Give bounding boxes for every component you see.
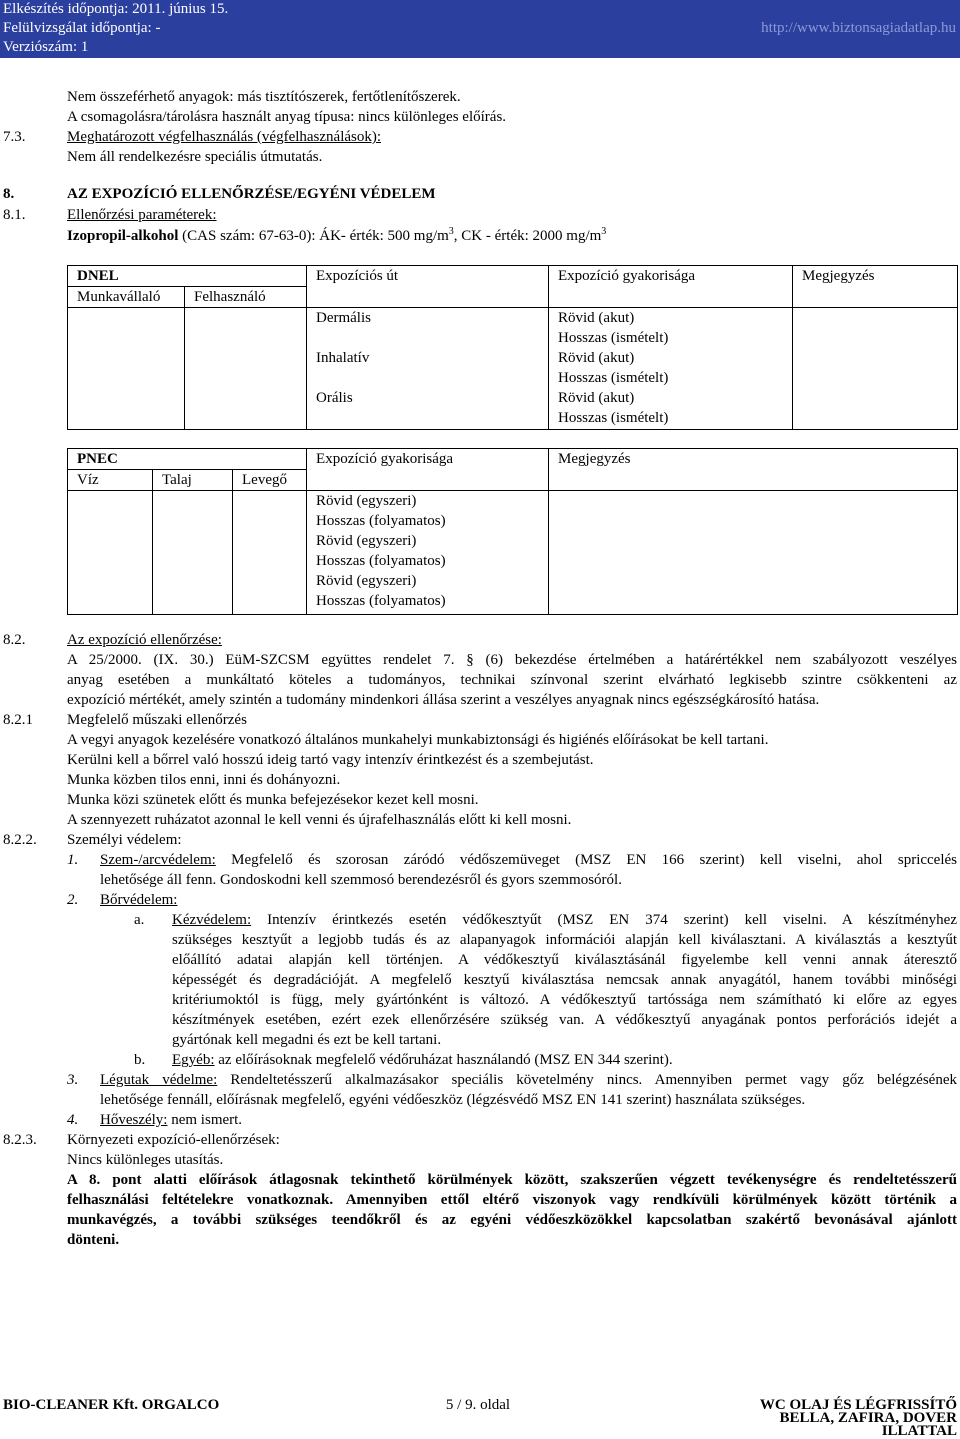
regulation-text-line: anyag esetében a munkáltató köteles a tudományos, technikai színvonal szerint elvárható legkisebb szintre csökkenteni az — [67, 672, 957, 688]
footer-company: BIO-CLEANER Kft. ORGALCO — [3, 1397, 220, 1413]
exposure-route-cell: Dermális — [307, 308, 549, 349]
col-exposure-route: Expozíciós út — [307, 266, 549, 308]
footer-product-line: ILLATTAL — [881, 1423, 957, 1439]
list-item — [0, 890, 960, 910]
pnec-table — [67, 448, 958, 615]
sub-list-letter: a. — [134, 912, 145, 928]
note-line: dönteni. — [67, 1232, 120, 1248]
hand-protection-line: szükséges kesztyűt a legjobb tudás és az alapanyagok információi alapján kell kiválasztani. A kiválasztás a kesztyűt — [172, 932, 957, 948]
frequency-cell — [549, 308, 793, 349]
section-heading — [67, 630, 957, 650]
respiratory-protection-line: lehetősége fennáll, előírásnak megfelelő, egyéni védőeszköz (légzésvédő MSZ EN 141 szerint) használata szükséges. — [100, 1092, 806, 1108]
text-row — [0, 810, 960, 830]
list-number: 3. — [67, 1072, 79, 1088]
list-label: Légutak védelme: — [100, 1072, 218, 1088]
section-number: 8.1. — [3, 207, 26, 223]
section-8-2-block — [0, 630, 960, 1250]
section-title-row — [0, 184, 960, 205]
air-value-cell — [233, 491, 307, 532]
list-text: nem ismert. — [167, 1112, 243, 1128]
eye-protection-line: lehetősége áll fenn. Gondoskodni kell szemmosó berendezésről és gyors szemmosóról. — [100, 872, 622, 888]
frequency-short: Rövid (egyszeri) — [316, 573, 417, 589]
list-item — [0, 1070, 960, 1090]
dnel-table — [67, 265, 958, 430]
list-text: Intenzív érintkezés esetén védőkesztyűt (MSZ EN 374 szerint) kell viselni. A készítményhez — [251, 912, 957, 928]
revision-date: Felülvizsgálat időpontja: - — [3, 20, 161, 36]
section-number: 8.2.2. — [3, 832, 37, 848]
technical-control-line: A vegyi anyagok kezelésére vonatkozó általános munkahelyi munkabiztonsági és higiénés előírásokat be kell tartani. — [67, 732, 769, 748]
skin-protection-heading — [100, 890, 957, 910]
text-row — [0, 87, 960, 107]
footer-product — [760, 1399, 957, 1438]
section-heading-text: Ellenőrzési paraméterek: — [67, 207, 217, 223]
note-line: A 8. pont alatti előírások átlagosnak tekinthető körülmények között, szakszerűen végzett tevékenységre és rendeltetésszerű — [67, 1172, 957, 1188]
col-remark: Megjegyzés — [793, 266, 958, 308]
section-8-block — [0, 184, 960, 247]
respiratory-protection-line — [100, 1070, 957, 1090]
text-row — [0, 1230, 960, 1250]
sub-col-soil: Talaj — [153, 470, 233, 491]
incompatible-materials-text: Nem összeférhető anyagok: más tisztítószerek, fertőtlenítőszerek. — [67, 89, 461, 105]
section-heading: Környezeti expozíció-ellenőrzések: — [67, 1132, 280, 1148]
text-row — [0, 870, 960, 890]
consumer-value-cell — [185, 348, 307, 388]
text-row — [0, 750, 960, 770]
worker-value-cell — [68, 388, 185, 429]
header-band — [0, 0, 960, 58]
list-number: 1. — [67, 852, 79, 868]
sub-list-letter: b. — [134, 1052, 146, 1068]
text-row — [0, 950, 960, 970]
section-heading-row — [0, 205, 960, 226]
list-text: Megfelelő és szorosan záródó védőszemüveget (MSZ EN 166 szerint) kell viselni, ahol spriccelés — [215, 852, 957, 868]
text-row — [0, 990, 960, 1010]
note-line: felhasználási feltételekre vonatkoznak. Amennyiben ettől eltérő viszonyok vagy rendkívüli körülmények között történik a — [67, 1192, 957, 1208]
footer-page-number: 5 / 9. oldal — [445, 1397, 511, 1413]
text-row — [0, 790, 960, 810]
hand-protection-line: gyártónak kell megadni és ezt be kell tartani. — [172, 1032, 442, 1048]
list-number: 2. — [67, 892, 79, 908]
table-row — [68, 531, 958, 571]
remark-cell — [793, 308, 958, 349]
frequency-long: Hosszas (ismételt) — [558, 410, 669, 426]
col-exposure-frequency: Expozíció gyakorisága — [549, 266, 793, 308]
table-row — [68, 388, 958, 429]
frequency-long: Hosszas (folyamatos) — [316, 553, 446, 569]
text-row — [0, 690, 960, 710]
superscript: 3 — [448, 226, 454, 237]
text-row — [0, 770, 960, 790]
text-row — [0, 1150, 960, 1170]
section-heading-text: Az expozíció ellenőrzése: — [67, 632, 222, 648]
sub-col-worker: Munkavállaló — [68, 287, 185, 308]
list-text: Rendeltetésszerű alkalmazásakor speciális követelmény nincs. Amennyiben permet vagy gőz belégzésének — [217, 1072, 957, 1088]
text-row — [0, 970, 960, 990]
section-heading: Megfelelő műszaki ellenőrzés — [67, 712, 247, 728]
limit-text: , CK - érték: 2000 mg/m — [453, 228, 602, 244]
sub-col-water: Víz — [68, 470, 153, 491]
table-row — [68, 571, 958, 614]
text-row — [0, 730, 960, 750]
section-number: 7.3. — [3, 129, 26, 145]
pnec-title: PNEC — [68, 449, 307, 470]
other-protection-line — [172, 1050, 957, 1070]
frequency-long: Hosszas (folyamatos) — [316, 513, 446, 529]
col-remark: Megjegyzés — [549, 449, 958, 491]
section-number: 8.2.1 — [3, 712, 33, 728]
sub-list-item — [0, 1050, 960, 1070]
regulation-text-line: A 25/2000. (IX. 30.) EüM-SZCSM együttes rendelet 7. § (6) bekezdése értelmében a határértékkel nem szabályozott veszélyes — [67, 652, 957, 668]
list-item — [0, 850, 960, 870]
technical-control-line: Kerülni kell a bőrrel való hosszú ideig tartó vagy intenzív érintkezést és a szembejutást. — [67, 752, 594, 768]
section-heading — [67, 205, 957, 226]
section-heading-row — [0, 830, 960, 850]
water-value-cell — [68, 531, 153, 571]
section-number: 8.2. — [3, 632, 26, 648]
worker-value-cell — [68, 308, 185, 349]
hand-protection-line: készítmények esetében, ezért ezek ellenőrzésére szükség van. A védőkesztyű anyagának pontos perforációs idejét a — [172, 1012, 957, 1028]
soil-value-cell — [153, 531, 233, 571]
technical-control-line: A szennyezett ruházatot azonnal le kell venni és újrafelhasználás előtt ki kell mosni. — [67, 812, 572, 828]
text-row — [0, 1210, 960, 1230]
eye-protection-line — [100, 850, 957, 870]
list-number: 4. — [67, 1112, 79, 1128]
list-label: Egyéb: — [172, 1052, 215, 1068]
frequency-long: Hosszas (ismételt) — [558, 330, 669, 346]
list-label: Szem-/arcvédelem: — [100, 852, 216, 868]
frequency-cell — [307, 491, 549, 532]
worker-value-cell — [68, 348, 185, 388]
table-row — [68, 308, 958, 349]
section-7-block — [0, 87, 960, 167]
hand-protection-line: előállító adatai alapján kell történjen. A védőkesztyű kiválasztásánál figyelembe kell venni annak áteresztő — [172, 952, 957, 968]
text-row — [0, 650, 960, 670]
remark-cell — [793, 388, 958, 429]
frequency-cell — [307, 531, 549, 571]
hand-protection-line: képességét és degradációját. A megfelelő kesztyű kiválasztása nemcsak annak anyagától, hanem további minőségi — [172, 972, 957, 988]
sub-col-air: Levegő — [233, 470, 307, 491]
end-use-text: Nem áll rendelkezésre speciális útmutatás. — [67, 149, 323, 165]
soil-value-cell — [153, 571, 233, 614]
text-row — [0, 1170, 960, 1190]
exposure-limits-row — [0, 226, 960, 247]
section-heading: Személyi védelem: — [67, 832, 182, 848]
note-line: munkavégzés, a további szükséges teendőkről és az egyéni védőeszközökkel kapcsolatban szakértő bevonásával ajánlott — [67, 1212, 957, 1228]
superscript: 3 — [601, 226, 607, 237]
list-text: az előírásoknak megfelelő védőruházat használandó (MSZ EN 344 szerint). — [214, 1052, 673, 1068]
dnel-title: DNEL — [68, 266, 307, 287]
list-label: Bőrvédelem: — [100, 892, 178, 908]
text-row — [0, 930, 960, 950]
section-heading-row — [0, 127, 960, 147]
section-title: AZ EXPOZÍCIÓ ELLENŐRZÉSE/EGYÉNI VÉDELEM — [67, 186, 436, 202]
water-value-cell — [68, 571, 153, 614]
text-row — [0, 670, 960, 690]
frequency-cell — [549, 348, 793, 388]
remark-cell — [549, 571, 958, 614]
list-label: Hőveszély: — [100, 1112, 168, 1128]
hand-protection-line: kritériumoktól is függ, mely gyártónként is változó. A védőkesztyű tartóssága nem számítható ki előre az egyes — [172, 992, 957, 1008]
technical-control-line: Munka közi szünetek előtt és munka befejezésekor kezet kell mosni. — [67, 792, 479, 808]
text-row — [0, 1010, 960, 1030]
text-row — [0, 107, 960, 127]
substance-name: Izopropil-alkohol — [67, 228, 179, 244]
section-heading-row — [0, 1130, 960, 1150]
frequency-short: Rövid (egyszeri) — [316, 533, 417, 549]
frequency-cell — [549, 388, 793, 429]
remark-cell — [549, 491, 958, 532]
footer-product-line: BELLA, ZAFIRA, DOVER — [779, 1410, 957, 1426]
frequency-cell — [307, 571, 549, 614]
col-exposure-frequency: Expozíció gyakorisága — [307, 449, 549, 491]
frequency-long: Hosszas (folyamatos) — [316, 593, 446, 609]
air-value-cell — [233, 571, 307, 614]
frequency-short: Rövid (akut) — [558, 310, 635, 326]
frequency-short: Rövid (akut) — [558, 390, 635, 406]
text-row — [0, 1090, 960, 1110]
text-row — [0, 147, 960, 167]
consumer-value-cell — [185, 308, 307, 349]
air-value-cell — [233, 531, 307, 571]
section-heading-text: Meghatározott végfelhasználás (végfelhasználások): — [67, 129, 382, 145]
section-heading-row — [0, 630, 960, 650]
thermal-hazard-line — [100, 1110, 957, 1130]
sub-list-item — [0, 910, 960, 930]
text-row — [0, 1190, 960, 1210]
technical-control-line: Munka közben tilos enni, inni és dohányozni. — [67, 772, 341, 788]
list-item — [0, 1110, 960, 1130]
section-heading-row — [0, 710, 960, 730]
footer-product-line: WC OLAJ ÉS LÉGFRISSÍTŐ — [759, 1397, 957, 1413]
section-number: 8. — [3, 186, 15, 202]
water-value-cell — [68, 491, 153, 532]
table-row — [68, 348, 958, 388]
version-number: Verziószám: 1 — [3, 39, 89, 55]
sub-col-consumer: Felhasználó — [185, 287, 307, 308]
table-row — [68, 491, 958, 532]
text-row — [0, 1030, 960, 1050]
section-number: 8.2.3. — [3, 1132, 37, 1148]
frequency-short: Rövid (egyszeri) — [316, 493, 417, 509]
hand-protection-line — [172, 910, 957, 930]
section-heading — [67, 127, 957, 147]
regulation-text-line: expozíció mértékét, amely szintén a tudomány mindenkori állása szerint a veszélyes anyagnak nincs egészségkárosító hatása. — [67, 692, 820, 708]
remark-cell — [793, 348, 958, 388]
list-label: Kézvédelem: — [172, 912, 252, 928]
exposure-route-cell: Orális — [307, 388, 549, 429]
consumer-value-cell — [185, 388, 307, 429]
limit-text: (CAS szám: 67-63-0): ÁK- érték: 500 mg/m — [178, 228, 449, 244]
exposure-route-cell: Inhalatív — [307, 348, 549, 388]
soil-value-cell — [153, 491, 233, 532]
packaging-text: A csomagolásra/tárolásra használt anyag típusa: nincs különleges előírás. — [67, 109, 507, 125]
exposure-limits — [67, 226, 957, 247]
website-url: http://www.biztonsagiadatlap.hu — [761, 20, 956, 36]
frequency-long: Hosszas (ismételt) — [558, 370, 669, 386]
frequency-short: Rövid (akut) — [558, 350, 635, 366]
environmental-text: Nincs különleges utasítás. — [67, 1152, 224, 1168]
remark-cell — [549, 531, 958, 571]
created-date: Elkészítés időpontja: 2011. június 15. — [3, 1, 229, 17]
